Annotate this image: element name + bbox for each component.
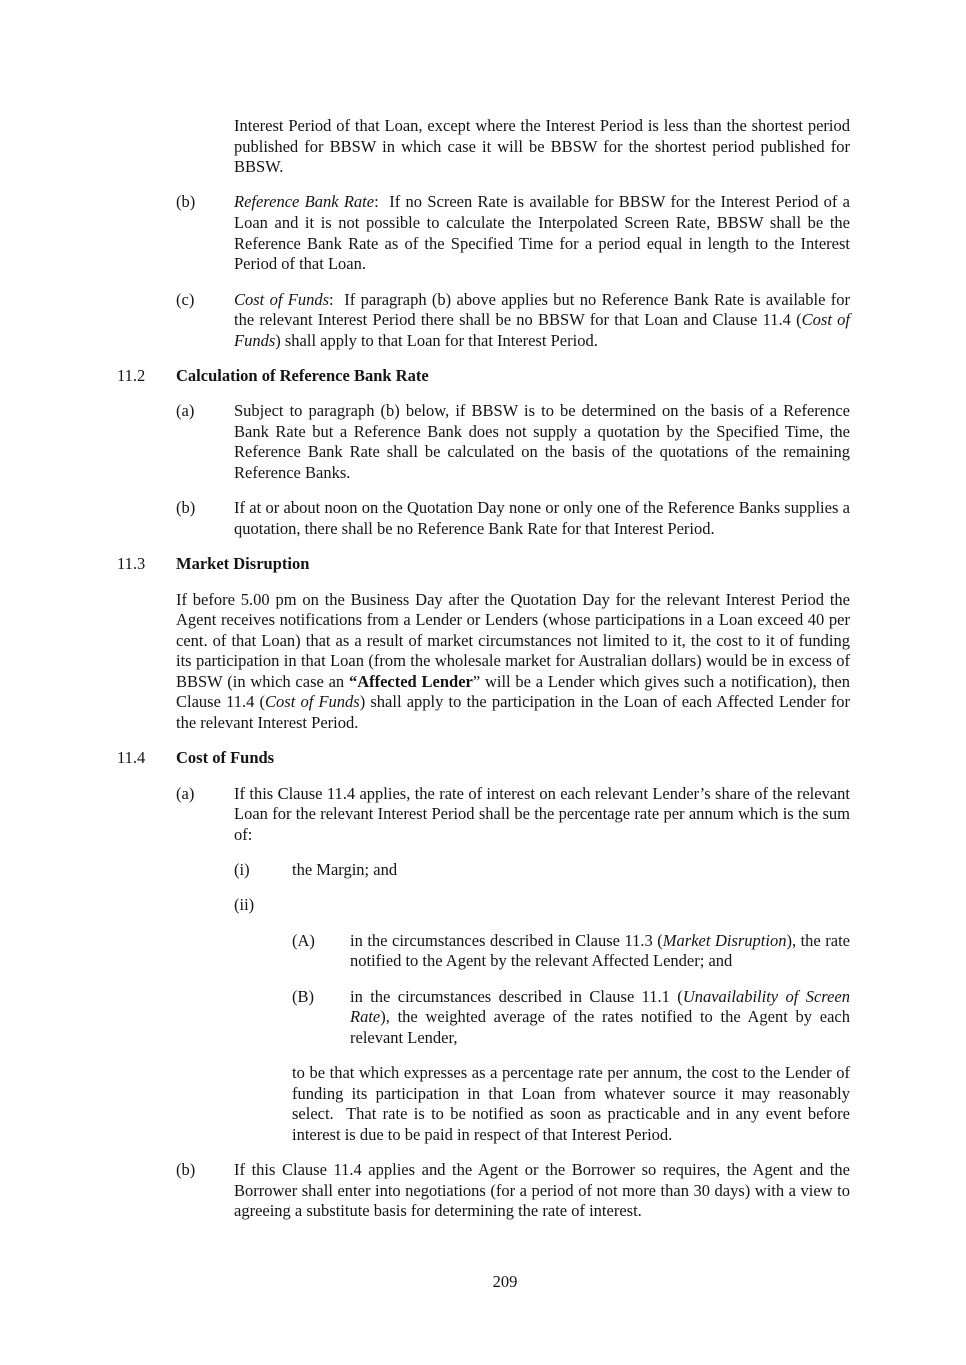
- item-marker: (ii): [234, 895, 255, 915]
- defined-term: Cost of Funds: [234, 289, 330, 309]
- clause-item-b-reference-bank-rate: [176, 192, 966, 274]
- item-part: ), the weighted average of the rates notified to the Agent by each relevant Lender,: [350, 1007, 850, 1047]
- clause-11-2-a: [176, 401, 966, 483]
- clause-11-4-a-ii: [234, 895, 966, 916]
- item-part: ), the rate notified to the Agent by the relevant Affected Lender; and: [350, 930, 850, 971]
- item-text: Subject to paragraph (b) below, if BBSW is to be determined on the basis of a Reference Bank Rate but a Reference Bank does not supply a quotation by the Specified Time, the Reference Bank Rate shall be calculated on the basis of the quotations of the remaining Reference Banks.: [234, 401, 850, 483]
- paragraph-part: ) shall apply to the participation in the Loan of each Affected Lender for the relevant Interest Period.: [176, 692, 850, 733]
- item-text: If this Clause 11.4 applies and the Agent or the Borrower so requires, the Agent and the Borrower shall enter into negotiations (for a period of not more than 30 days) with a view to agreeing a substitute basis for determining the rate of interest.: [234, 1160, 850, 1221]
- clause-11-4-a-closing: [292, 1063, 966, 1145]
- section-title: Cost of Funds: [176, 748, 275, 768]
- item-marker: (B): [292, 986, 314, 1006]
- item-body: : If paragraph (b) above applies but no Reference Bank Rate is available for the relevant Interest Period there shall be no BBSW for that Loan and Clause 11.4 (: [234, 289, 850, 330]
- paragraph-continuation: [234, 116, 966, 178]
- item-text: [234, 290, 850, 352]
- item-text: If this Clause 11.4 applies, the rate of interest on each relevant Lender’s share of the relevant Loan for the relevant Interest Period shall be the percentage rate per annum which is the sum of:: [234, 783, 850, 844]
- paragraph-text: Interest Period of that Loan, except where the Interest Period is less than the shortest period published for BBSW in which case it will be BBSW for the shortest period published for BBSW.: [234, 116, 850, 177]
- defined-term-affected-lender: “Affected Lender: [348, 671, 473, 691]
- paragraph-part: ” will be a Lender which gives such a notification), then Clause 11.4 (: [176, 671, 850, 712]
- section-heading-11-3: [117, 554, 966, 575]
- paragraph-text: to be that which expresses as a percentage rate per annum, the cost to the Lender of funding its participation in that Loan from whatever source it may reasonably select. That rate is to be notified as soon as practicable and in any event before interest is due to be paid in respect of that Interest Period.: [292, 1063, 850, 1144]
- item-marker: (b): [176, 498, 196, 518]
- paragraph-part: If before 5.00 pm on the Business Day after the Quotation Day for the relevant Interest Period the Agent receives notifications from a Lender or Lenders (whose participations in a Loan exceed 40 per cent. of that Loan) that as a result of market circumstances not limited to it, the cost to it of funding its participation in that Loan (from the wholesale market for Australian dollars) would be in excess of BBSW (in which case an: [176, 589, 850, 691]
- section-title: Market Disruption: [176, 554, 310, 574]
- item-marker: (a): [176, 401, 195, 421]
- clause-11-4-a-i: [234, 860, 966, 881]
- item-part: in the circumstances described in Clause 11.3 (: [350, 930, 663, 950]
- item-text: [350, 987, 850, 1049]
- clause-11-4-a-ii-B: [292, 987, 966, 1049]
- item-marker: (A): [292, 930, 315, 950]
- section-heading-11-4: [117, 748, 966, 769]
- page-number: 209: [492, 1272, 518, 1291]
- item-marker: (b): [176, 1160, 196, 1180]
- item-text: [350, 931, 850, 972]
- item-marker: (b): [176, 192, 196, 212]
- cross-reference: Cost of Funds: [234, 310, 850, 350]
- cross-reference: Cost of Funds: [265, 692, 360, 712]
- clause-11-4-a: [176, 784, 966, 846]
- section-number: 11.4: [117, 748, 146, 768]
- paragraph-text: [176, 590, 850, 734]
- item-marker: (a): [176, 783, 195, 803]
- clause-11-4-a-ii-A: [292, 931, 966, 972]
- clause-11-2-b: [176, 498, 966, 539]
- section-number: 11.3: [117, 554, 146, 574]
- clause-11-3-body: [176, 590, 966, 734]
- cross-reference: Market Disruption: [662, 930, 787, 950]
- clause-11-4-b: [176, 1160, 966, 1222]
- section-title: Calculation of Reference Bank Rate: [176, 366, 429, 385]
- item-marker: (i): [234, 860, 250, 880]
- item-text: the Margin; and: [292, 860, 398, 880]
- item-text: [234, 192, 850, 274]
- defined-term: Reference Bank Rate: [234, 192, 375, 212]
- section-number: 11.2: [117, 366, 146, 385]
- clause-item-c-cost-of-funds: [176, 290, 966, 352]
- item-marker: (c): [176, 289, 195, 309]
- item-body: : If no Screen Rate is available for BBSW for the Interest Period of a Loan and it is not possible to calculate the Interpolated Screen Rate, BBSW shall be the Reference Bank Rate as of the Specified Time for a period equal in length to the Interest Period of that Loan.: [234, 192, 850, 274]
- item-body: ) shall apply to that Loan for that Interest Period.: [275, 330, 598, 350]
- cross-reference: Unavailability of Screen Rate: [350, 986, 850, 1027]
- item-text: If at or about noon on the Quotation Day none or only one of the Reference Banks supplies a quotation, there shall be no Reference Bank Rate for that Interest Period.: [234, 498, 850, 538]
- section-heading-11-2: [117, 366, 966, 387]
- item-part: in the circumstances described in Clause 11.1 (: [350, 986, 683, 1006]
